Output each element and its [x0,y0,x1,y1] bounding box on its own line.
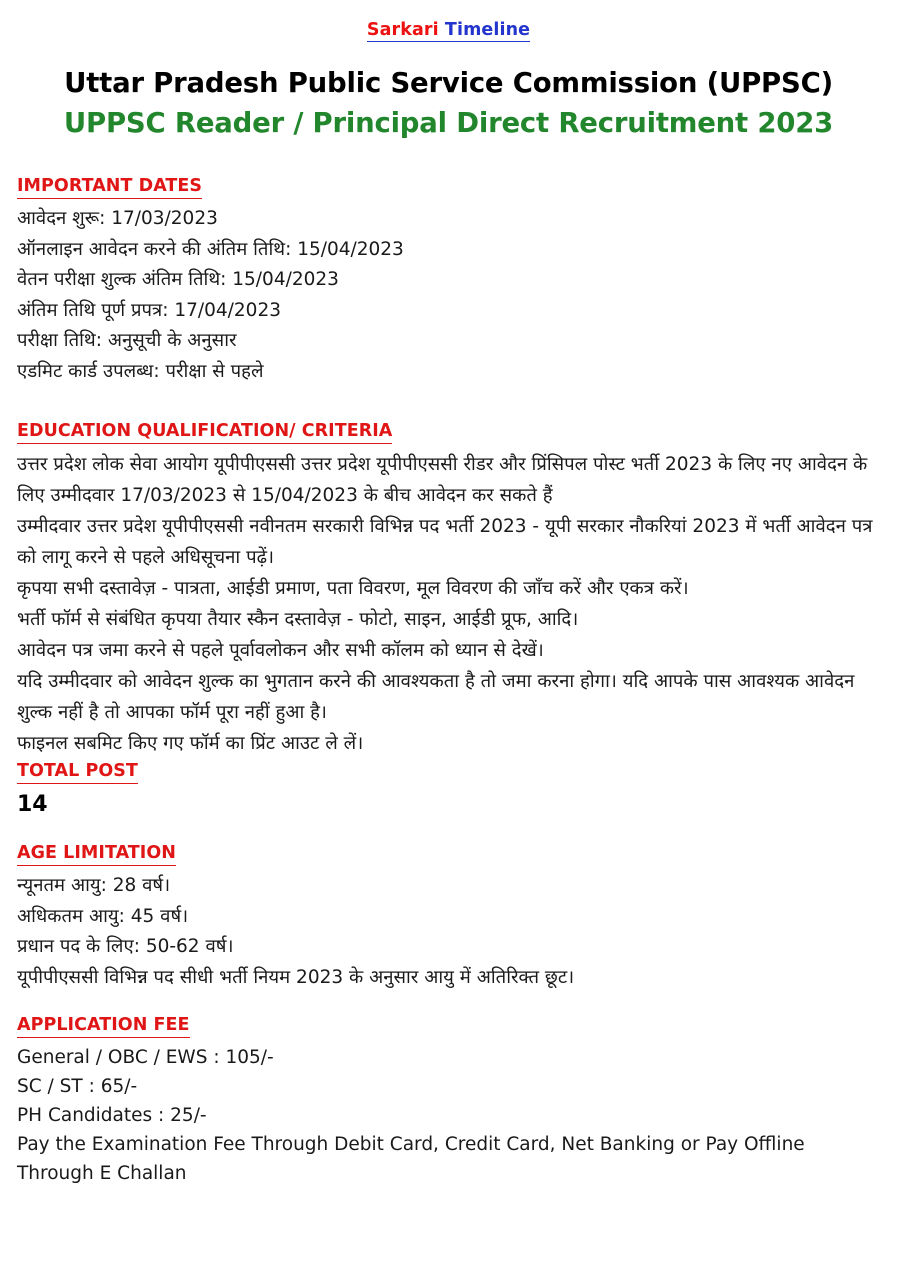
education-line: उत्तर प्रदेश लोक सेवा आयोग यूपीपीएससी उत्तर प्रदेश यूपीपीएससी रीडर और प्रिंसिपल पोस्ट भर्ती 2023 के लिए नए आवेदन के लिए उम्मीदवार 17/03/2023 से 15/04/2023 के बीच आवेदन कर सकते हैं [17,454,868,507]
section-spacer [17,821,877,843]
application-fee-line: PH Candidates : 25/- [17,1105,207,1127]
brand-text-timeline: Timeline [438,20,531,40]
brand-text-sarkari: Sarkari [366,20,439,40]
total-post-value: 14 [17,792,48,818]
age-limitation-line: न्यूनतम आयु: 28 वर्ष। [17,875,171,897]
section-heading-total-post-label: TOTAL POST [17,761,138,784]
education-line: फाइनल सबमिट किए गए फॉर्म का प्रिंट आउट ले लें। [17,733,364,755]
age-limitation-line: अधिकतम आयु: 45 वर्ष। [17,905,189,927]
site-brand [0,0,897,42]
education-line: कृपया सभी दस्तावेज़ - पात्रता, आईडी प्रमाण, पता विवरण, मूल विवरण की जाँच करें और एकत्र करें। [17,578,689,600]
section-heading-important-dates-label: IMPORTANT DATES [17,176,202,199]
age-limitation-line: प्रधान पद के लिए: 50-62 वर्ष। [17,936,234,958]
application-fee-line: Pay the Examination Fee Through Debit Card, Credit Card, Net Banking or Pay Offline Through E Challan [17,1134,805,1185]
section-heading-age-limitation [17,843,877,866]
section-heading-application-fee [17,1015,877,1038]
important-dates-line: अंतिम तिथि पूर्ण प्रपत्र: 17/04/2023 [17,299,281,321]
document-content [0,176,897,1188]
important-dates-line: आवेदन शुरू: 17/03/2023 [17,208,218,230]
important-dates-line: ऑनलाइन आवेदन करने की अंतिम तिथि: 15/04/2023 [17,238,404,260]
important-dates-line: वेतन परीक्षा शुल्क अंतिम तिथि: 15/04/2023 [17,269,339,291]
section-heading-age-limitation-label: AGE LIMITATION [17,843,176,866]
section-spacer [17,993,877,1015]
section-heading-important-dates [17,176,877,199]
section-heading-education-qualification-label: EDUCATION QUALIFICATION/ CRITERIA [17,421,392,444]
section-heading-total-post [17,761,877,784]
brand-underline-wrap[interactable] [367,21,530,42]
page-subtitle: UPPSC Reader / Principal Direct Recruitment 2023 [63,106,834,139]
important-dates-line: परीक्षा तिथि: अनुसूची के अनुसार [17,330,237,352]
important-dates-line: एडमिट कार्ड उपलब्ध: परीक्षा से पहले [17,360,264,382]
title-block [0,65,897,141]
age-limitation-line: यूपीपीएससी विभिन्न पद सीधी भर्ती नियम 2023 के अनुसार आयु में अतिरिक्त छूट। [17,966,575,988]
education-line: यदि उम्मीदवार को आवेदन शुल्क का भुगतान करने की आवश्यकता है तो जमा करना होगा। यदि आपके पास आवश्यक आवेदन शुल्क नहीं है तो आपका फॉर्म पूरा नहीं हुआ है। [17,671,855,724]
section-heading-education-qualification [17,421,877,444]
page-title: Uttar Pradesh Public Service Commission (UPPSC) [64,67,833,100]
section-spacer [17,387,877,421]
education-line: आवेदन पत्र जमा करने से पहले पूर्वावलोकन और सभी कॉलम को ध्यान से देखें। [17,640,544,662]
section-heading-application-fee-label: APPLICATION FEE [17,1015,190,1038]
application-fee-line: SC / ST : 65/- [17,1076,138,1098]
education-line: उम्मीदवार उत्तर प्रदेश यूपीपीएससी नवीनतम सरकारी विभिन्न पद भर्ती 2023 - यूपी सरकार नौकरियां 2023 में भर्ती आवेदन पत्र को लागू करने से पहले अधिसूचना पढ़ें। [17,516,873,569]
application-fee-line: General / OBC / EWS : 105/- [17,1047,274,1069]
education-line: भर्ती फॉर्म से संबंधित कृपया तैयार स्कैन दस्तावेज़ - फोटो, साइन, आईडी प्रूफ, आदि। [17,609,579,631]
